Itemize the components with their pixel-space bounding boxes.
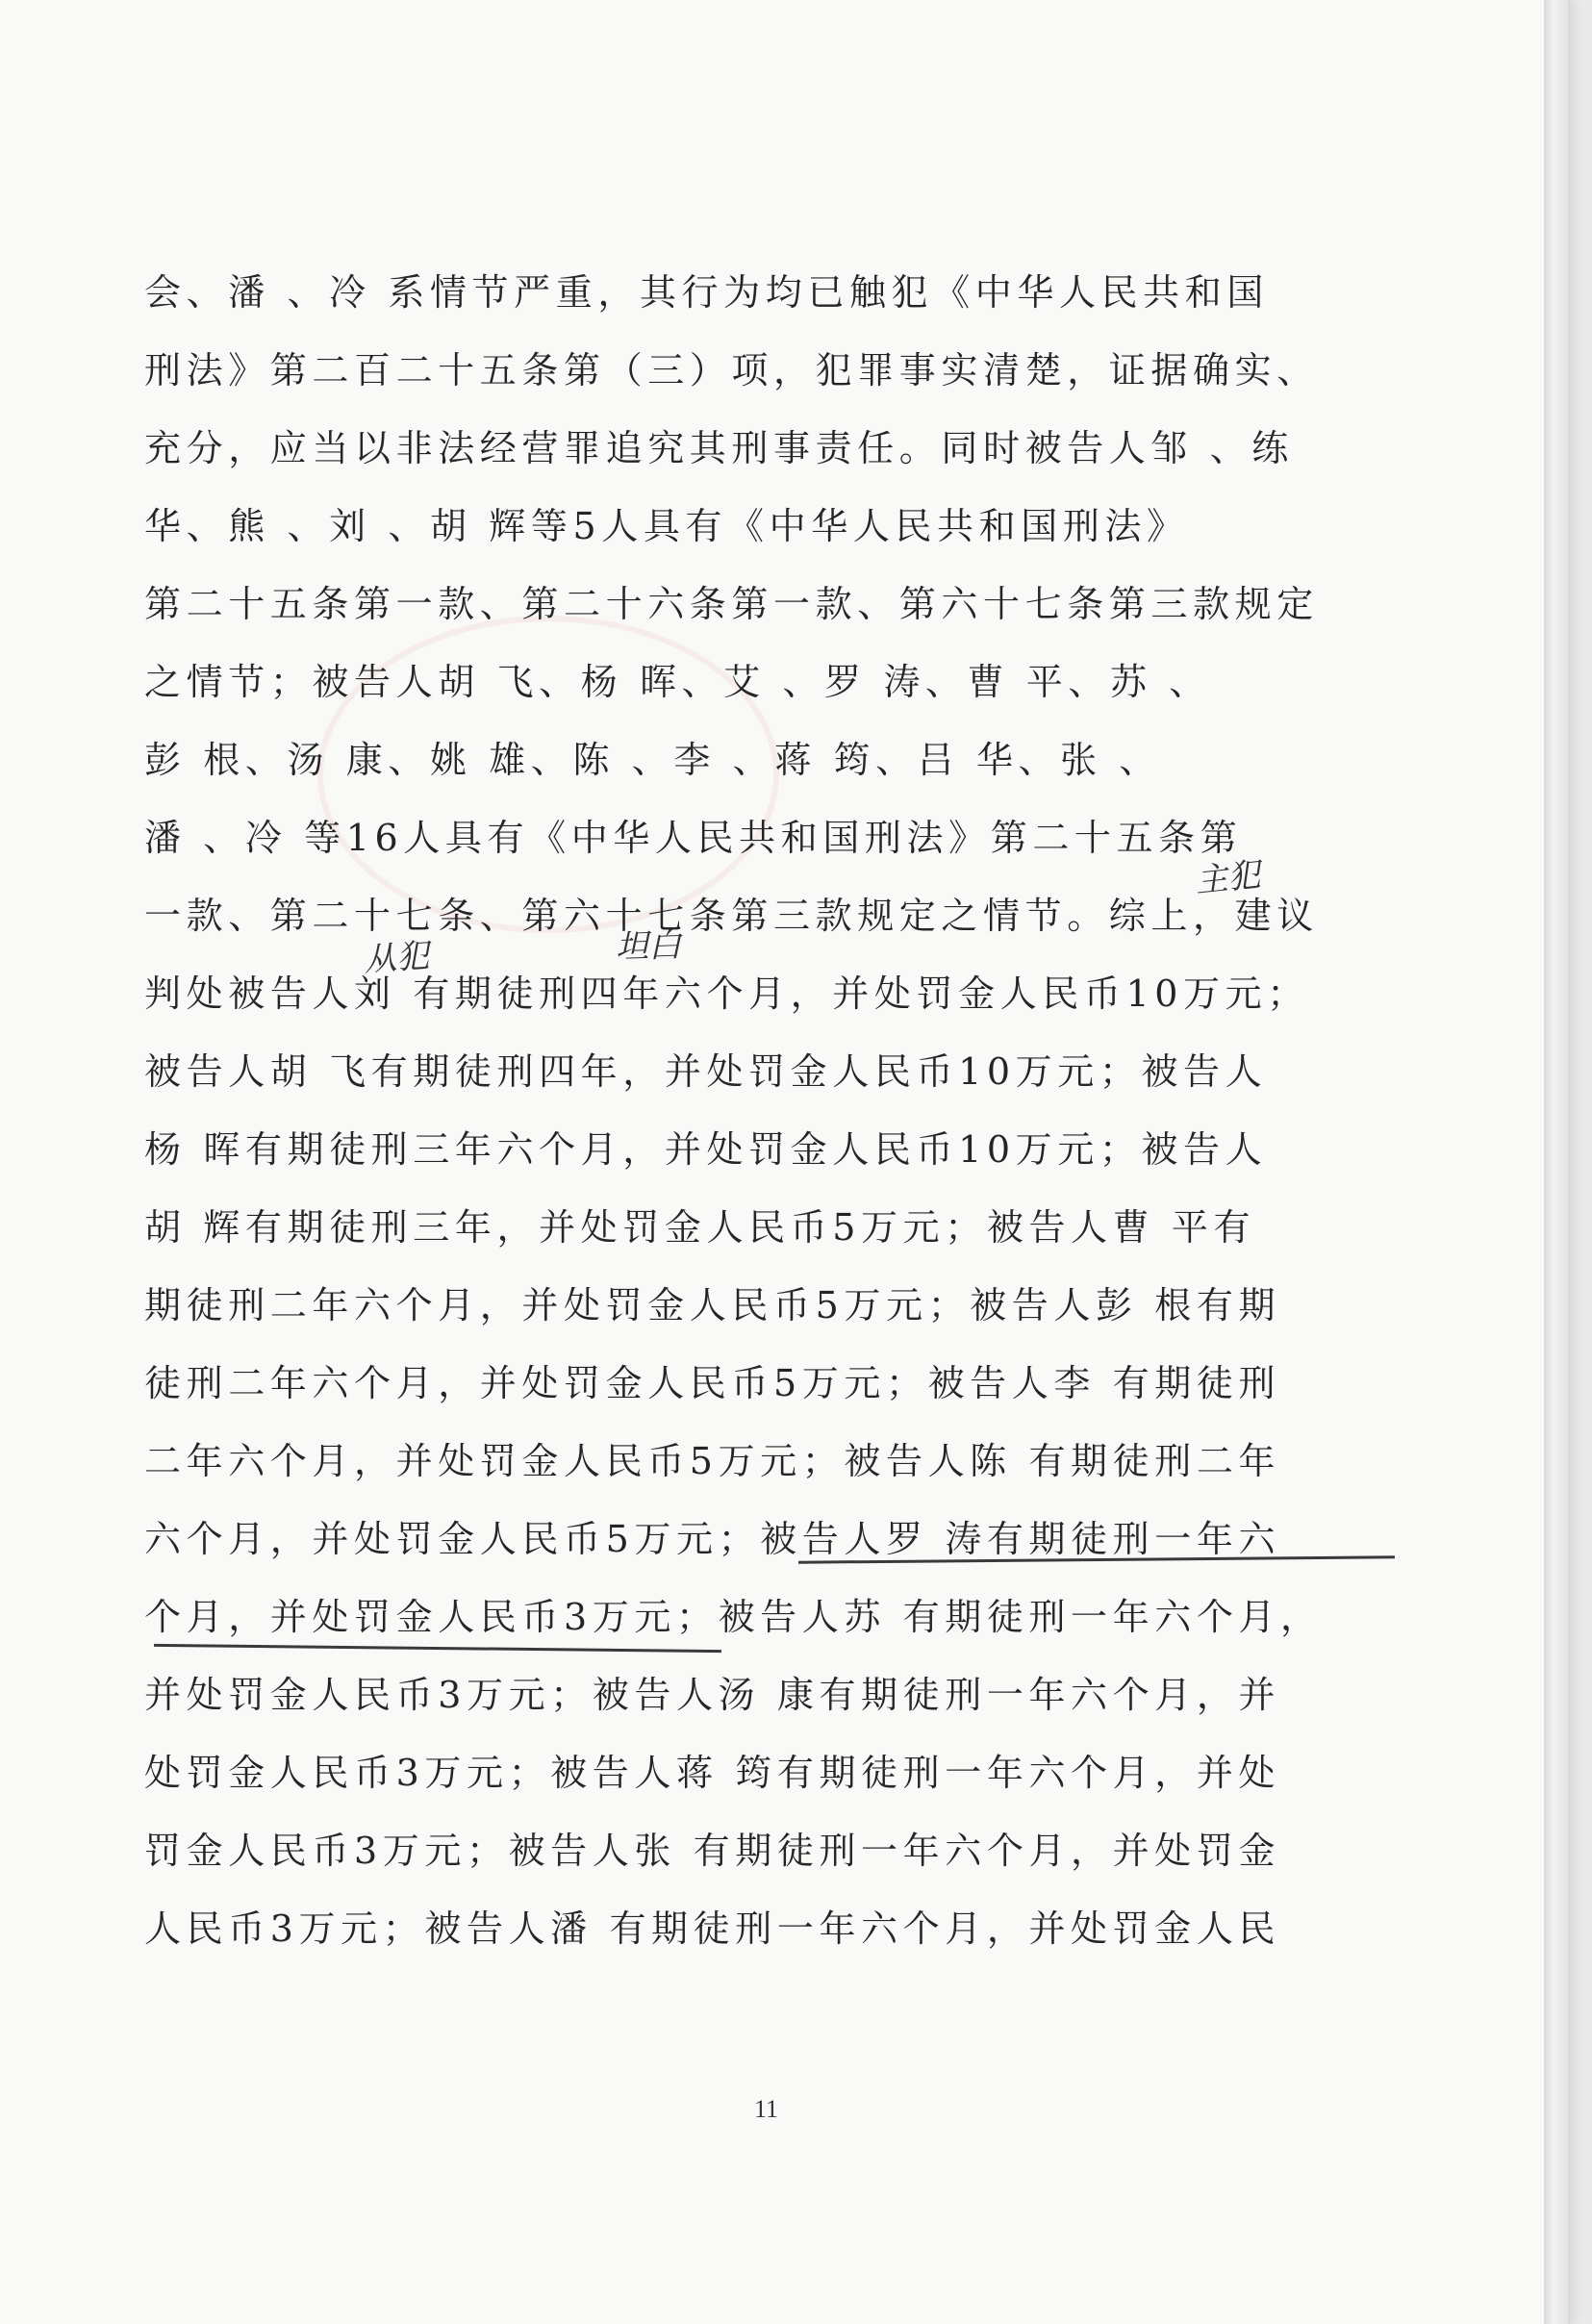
page-edge — [1544, 0, 1568, 2324]
text-line: 胡 辉有期徒刑三年，并处罚金人民币5万元；被告人曹 平有 — [144, 1206, 1256, 1249]
text-line: 个月，并处罚金人民币3万元；被告人苏 有期徒刑一年六个月， — [144, 1596, 1323, 1638]
text-line: 充分，应当以非法经营罪追究其刑事责任。同时被告人邹 、练 — [144, 427, 1294, 469]
handwritten-note-accessory: 从犯 — [362, 936, 431, 980]
text-line: 潘 、冷 等16人具有《中华人民共和国刑法》第二十五条第 — [144, 817, 1243, 859]
text-line: 华、熊 、刘 、胡 辉等5人具有《中华人民共和国刑法》 — [144, 505, 1189, 547]
text-line: 杨 晖有期徒刑三年六个月，并处罚金人民币10万元；被告人 — [144, 1128, 1268, 1171]
text-line: 会、潘 、冷 系情节严重，其行为均已触犯《中华人民共和国 — [144, 271, 1269, 314]
text-line: 刑法》第二百二十五条第（三）项，犯罪事实清楚，证据确实、 — [144, 349, 1319, 392]
text-line: 期徒刑二年六个月，并处罚金人民币5万元；被告人彭 根有期 — [144, 1284, 1281, 1326]
text-line: 二年六个月，并处罚金人民币5万元；被告人陈 有期徒刑二年 — [144, 1440, 1281, 1482]
page-number: 11 — [754, 2095, 779, 2123]
text-line: 之情节；被告人胡 飞、杨 晖、艾 、罗 涛、曹 平、苏 、 — [144, 661, 1211, 703]
text-line: 处罚金人民币3万元；被告人蒋 筠有期徒刑一年六个月，并处 — [144, 1752, 1281, 1794]
text-line: 徒刑二年六个月，并处罚金人民币5万元；被告人李 有期徒刑 — [144, 1362, 1281, 1404]
text-line: 六个月，并处罚金人民币5万元；被告人罗 涛有期徒刑一年六 — [144, 1518, 1281, 1560]
text-line: 并处罚金人民币3万元；被告人汤 康有期徒刑一年六个月，并 — [144, 1674, 1281, 1716]
handwritten-note-confession: 坦白 — [615, 925, 682, 968]
text-line: 一款、第二十七条、第六十七条第三款规定之情节。综上，建议 — [144, 895, 1319, 937]
document-body — [144, 262, 1376, 1976]
handwritten-note-principal: 主犯 — [1193, 855, 1263, 901]
text-line: 人民币3万元；被告人潘 有期徒刑一年六个月，并处罚金人民 — [144, 1907, 1281, 1950]
text-line: 第二十五条第一款、第二十六条第一款、第六十七条第三款规定 — [144, 583, 1319, 625]
text-line: 彭 根、汤 康、姚 雄、陈 、李 、蒋 筠、吕 华、张 、 — [144, 739, 1162, 781]
text-line: 判处被告人刘 有期徒刑四年六个月，并处罚金人民币10万元； — [144, 973, 1309, 1015]
text-line: 罚金人民币3万元；被告人张 有期徒刑一年六个月，并处罚金 — [144, 1830, 1281, 1872]
text-line: 被告人胡 飞有期徒刑四年，并处罚金人民币10万元；被告人 — [144, 1050, 1268, 1093]
